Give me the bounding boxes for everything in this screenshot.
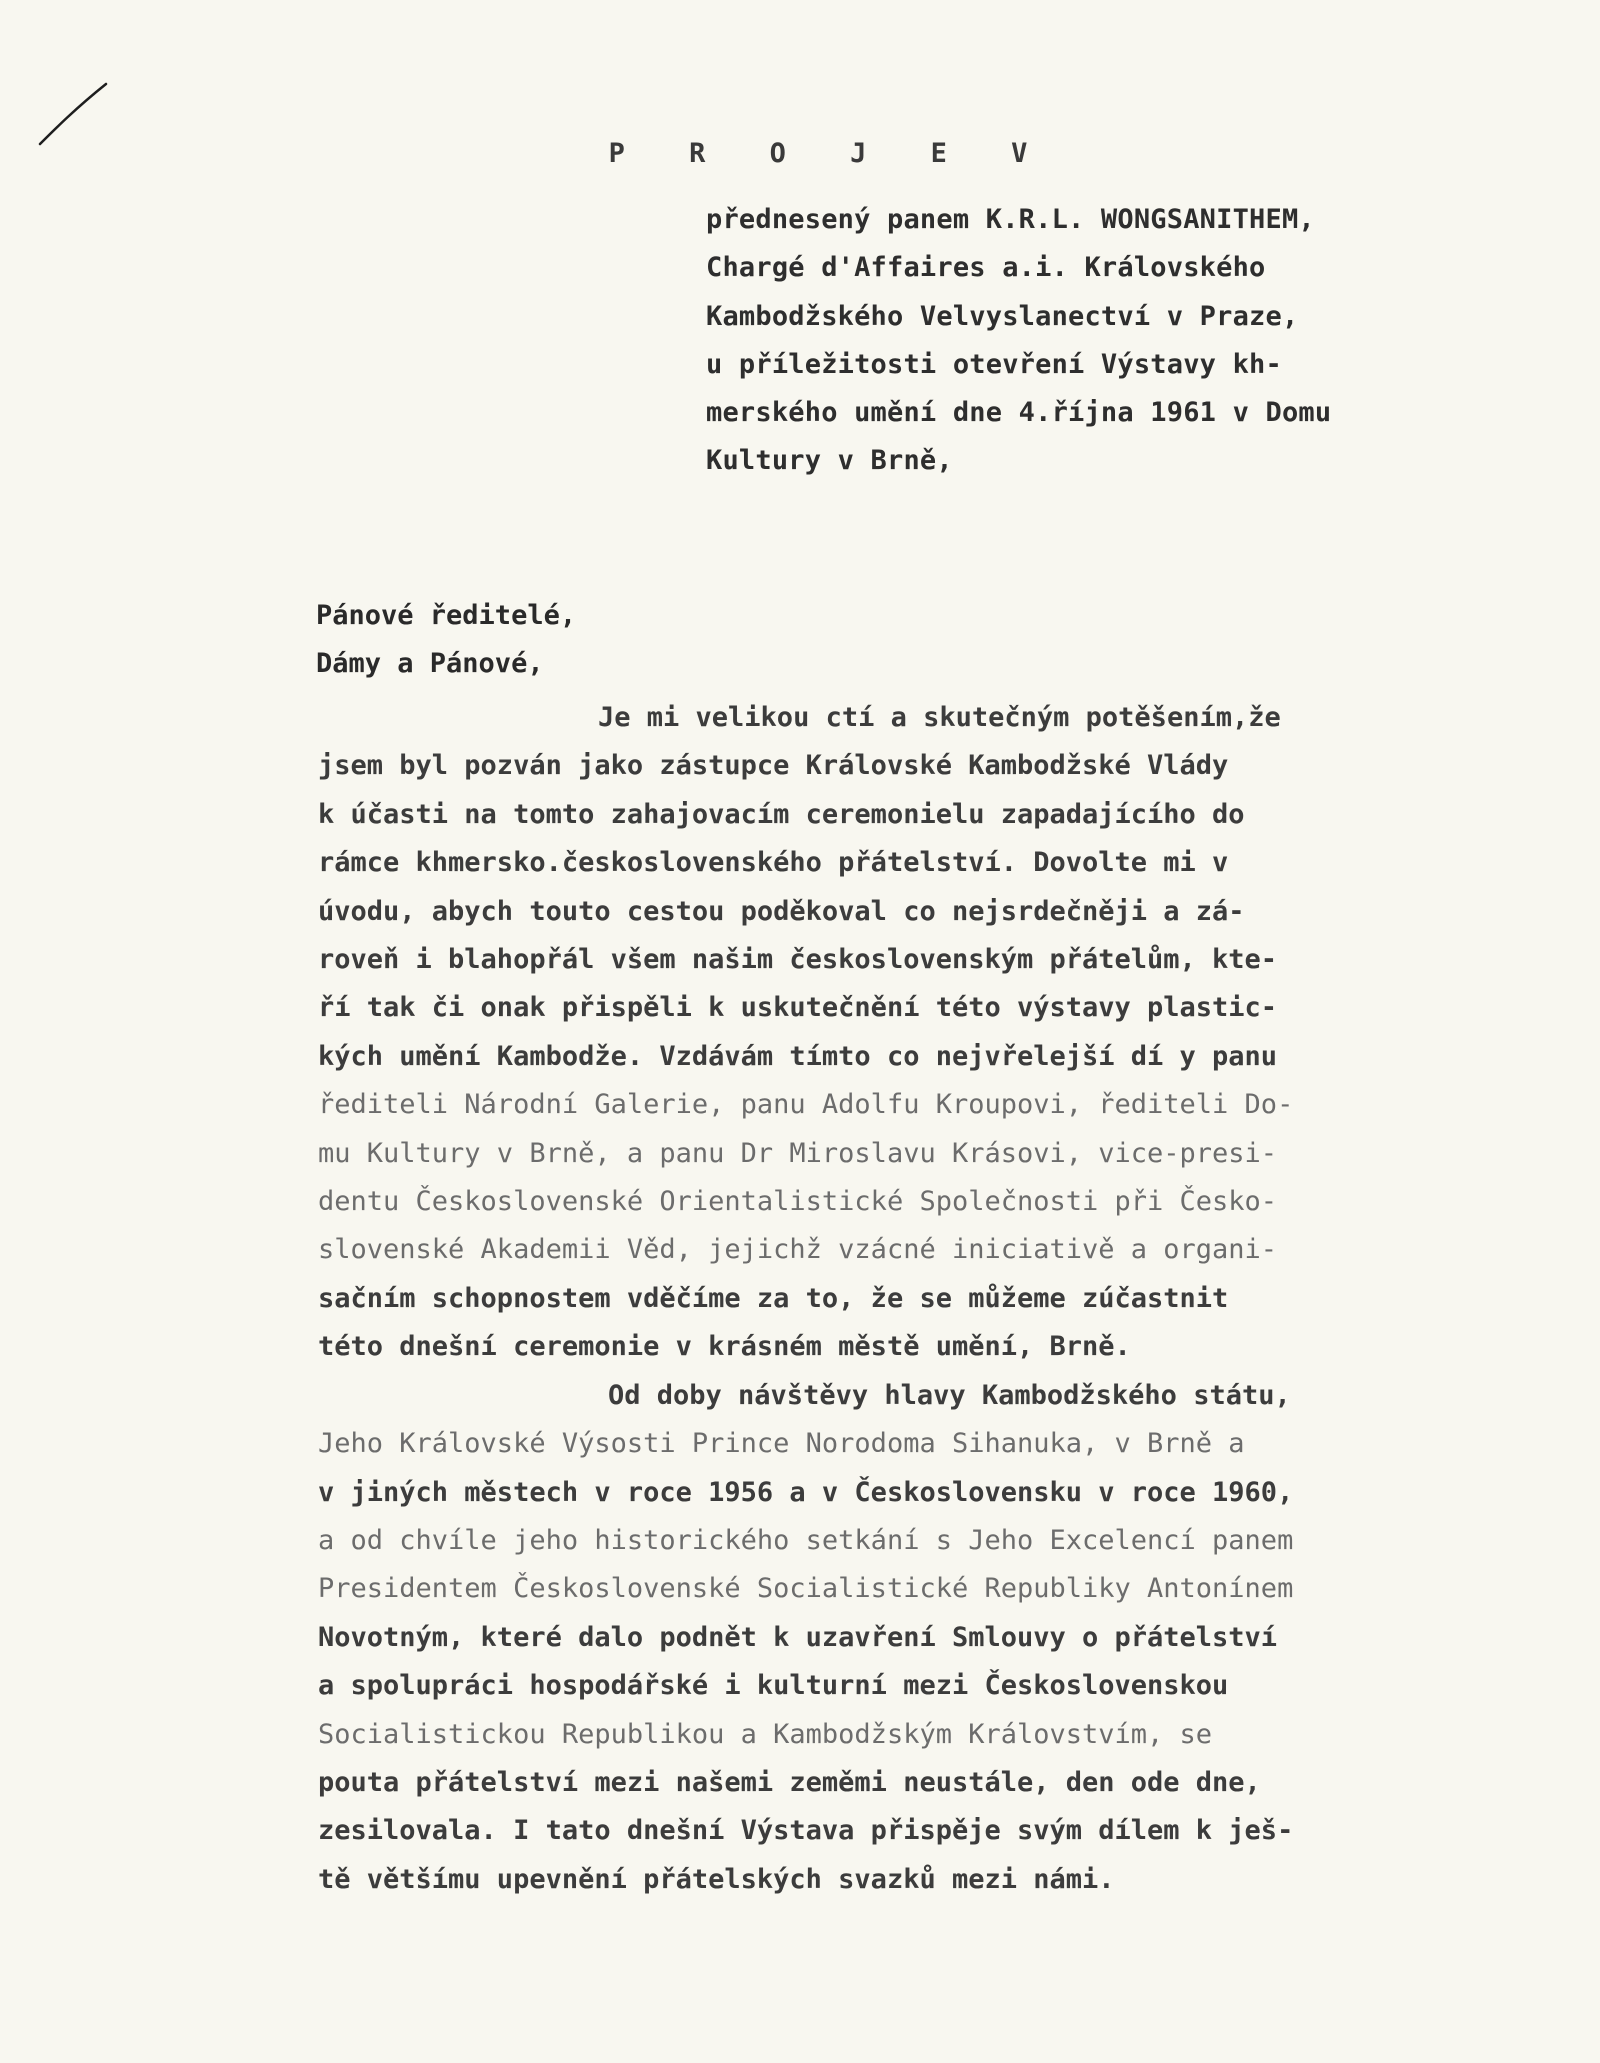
paragraph1-line: Je mi velikou ctí a skutečným potěšením,že	[598, 702, 1281, 733]
paragraph2-line: Od doby návštěvy hlavy Kambodžského státu,	[608, 1379, 1291, 1411]
paragraph2-line: Jeho Královské Výsosti Prince Norodoma Sihanuka, v Brně a	[318, 1428, 1245, 1460]
paragraph2-line: a spolupráci hospodářské i kulturní mezi Československou	[318, 1670, 1229, 1702]
intro-line: Kambodžského Velvyslanectví v Praze,	[706, 300, 1299, 332]
paragraph1-line: ří tak či onak přispěli k uskutečnění této výstavy plastic-	[318, 992, 1278, 1024]
salutation-block	[316, 592, 576, 688]
intro-line: přednesený panem K.R.L. WONGSANITHEM,	[706, 204, 1315, 235]
intro-line: merského umění dne 4.října 1961 v Domu	[706, 397, 1332, 429]
paragraph2-line: a od chvíle jeho historického setkání s Jeho Excelencí panem	[318, 1524, 1294, 1556]
paragraph1-line: úvodu, abych touto cestou poděkoval co nejsrdečněji a zá-	[318, 895, 1245, 927]
paragraph2-line: zesilovala. I tato dnešní Výstava přispěje svým dílem k ješ-	[318, 1815, 1294, 1847]
paragraph2-line: tě většímu upevnění přátelských svazků mezi námi.	[318, 1863, 1115, 1895]
paragraph2-line: Socialistickou Republikou a Kambodžským Královstvím, se	[318, 1718, 1213, 1750]
paragraph1-line: této dnešní ceremonie v krásném městě umění, Brně.	[318, 1331, 1131, 1363]
paragraph2-line: Presidentem Československé Socialistické Republiky Antonínem	[318, 1573, 1294, 1605]
paragraph2-line: Novotným, které dalo podnět k uzavření Smlouvy o přátelství	[318, 1621, 1278, 1653]
intro-block	[706, 196, 1566, 486]
paragraph1-line: jsem byl pozván jako zástupce Královské Kambodžské Vlády	[318, 750, 1229, 782]
intro-line: Kultury v Brně,	[706, 445, 953, 477]
paragraph1-line: kých umění Kambodže. Vzdávám tímto co nejvřelejší dí y panu	[318, 1040, 1278, 1072]
paragraph1-line: řediteli Národní Galerie, panu Adolfu Kroupovi, řediteli Do-	[318, 1089, 1294, 1121]
paragraph1-line: sačním schopnostem vděčíme za to, že se můžeme zúčastnit	[318, 1282, 1229, 1314]
intro-line: Chargé d'Affaires a.i. Královského	[706, 252, 1266, 284]
paragraph1-line: mu Kultury v Brně, a panu Dr Miroslavu Krásovi, vice-presi-	[318, 1137, 1278, 1169]
salutation-line: Pánové ředitelé,	[316, 600, 577, 631]
paragraph1-line: roveň i blahopřál všem našim československým přátelům, kte-	[318, 944, 1278, 976]
paragraph1-line: slovenské Akademii Věd, jejichž vzácné iniciativě a organi-	[318, 1234, 1278, 1266]
paragraph1-line: rámce khmersko.československého přátelství. Dovolte mi v	[318, 847, 1229, 879]
paragraph1-line: dentu Československé Orientalistické Společnosti při Česko-	[318, 1186, 1278, 1218]
paragraph2-line: pouta přátelství mezi našemi zeměmi neustále, den ode dne,	[318, 1766, 1261, 1798]
speech-body	[318, 694, 1508, 1904]
salutation-line: Dámy a Pánové,	[316, 648, 544, 679]
paragraph1-line: k účasti na tomto zahajovacím ceremonielu zapadajícího do	[318, 798, 1245, 830]
paragraph2-line: v jiných městech v roce 1956 a v Československu v roce 1960,	[318, 1476, 1294, 1508]
intro-line: u příležitosti otevření Výstavy kh-	[706, 348, 1282, 380]
document-title: P R O J E V	[608, 138, 1052, 169]
